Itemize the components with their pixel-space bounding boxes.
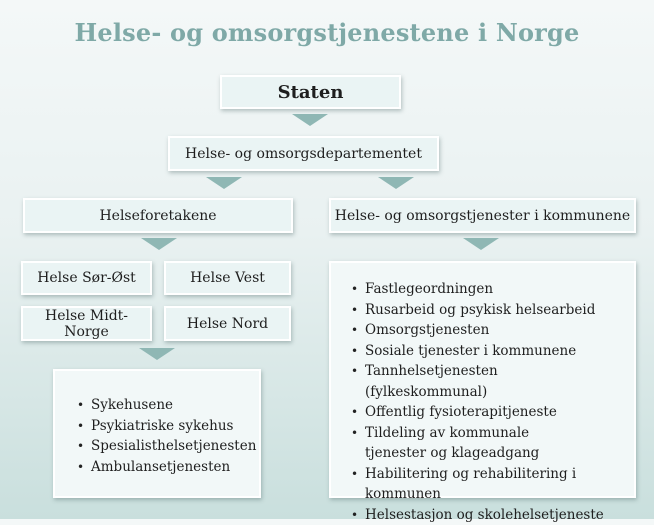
list-item: • Omsorgstjenesten <box>365 320 624 341</box>
arrow-municipal-to-list <box>463 238 499 250</box>
list-item: • Helsestasjon og skolehelsetjeneste <box>365 505 624 525</box>
node-department <box>168 136 439 171</box>
list-item: • Habilitering og rehabilitering i kommunen <box>365 464 624 505</box>
list-item: • Sosiale tjenester i kommunene <box>365 341 624 362</box>
node-state-label: Staten <box>278 82 344 103</box>
arrow-health-enterprises-to-regions <box>141 238 177 250</box>
list-item: • Fastlegeordningen <box>365 279 624 300</box>
node-region-central-label: Helse Midt-Norge <box>23 308 150 340</box>
node-health-enterprises <box>23 198 293 233</box>
municipal-services-items <box>343 279 624 525</box>
municipal-services-list <box>329 261 636 498</box>
list-item: • Tildeling av kommunale tjenester og klageadgang <box>365 423 624 464</box>
list-item: • Rusarbeid og psykisk helsearbeid <box>365 300 624 321</box>
chart-title: Helse- og omsorgstjenestene i Norge <box>0 18 654 47</box>
list-item: • Psykiatriske sykehus <box>91 416 249 437</box>
node-region-central <box>21 306 152 341</box>
node-state <box>220 75 401 109</box>
list-item: • Ambulansetjenesten <box>91 457 249 478</box>
arrow-state-to-department <box>292 114 328 126</box>
node-municipal-services <box>329 198 636 233</box>
node-region-west-label: Helse Vest <box>190 270 265 286</box>
list-item: • Tannhelsetjenesten (fylkeskommunal) <box>365 361 624 402</box>
node-region-north-label: Helse Nord <box>187 316 268 332</box>
node-region-south-east-label: Helse Sør-Øst <box>37 270 136 286</box>
list-item: • Offentlig fysioterapitjeneste <box>365 402 624 423</box>
list-item: • Spesialisthelsetjenesten <box>91 436 249 457</box>
list-item: • Sykehusene <box>91 395 249 416</box>
node-region-west <box>164 261 291 295</box>
specialist-services-items <box>69 395 249 477</box>
node-region-south-east <box>21 261 152 295</box>
arrow-regions-to-specialist-list <box>139 348 175 360</box>
node-department-label: Helse- og omsorgsdepartementet <box>185 146 422 162</box>
arrow-department-to-municipal <box>378 177 414 189</box>
node-municipal-services-label: Helse- og omsorgstjenester i kommunene <box>335 208 630 224</box>
node-region-north <box>164 306 291 341</box>
arrow-department-to-health-enterprises <box>206 177 242 189</box>
specialist-services-list <box>53 369 261 498</box>
node-health-enterprises-label: Helseforetakene <box>99 208 216 224</box>
